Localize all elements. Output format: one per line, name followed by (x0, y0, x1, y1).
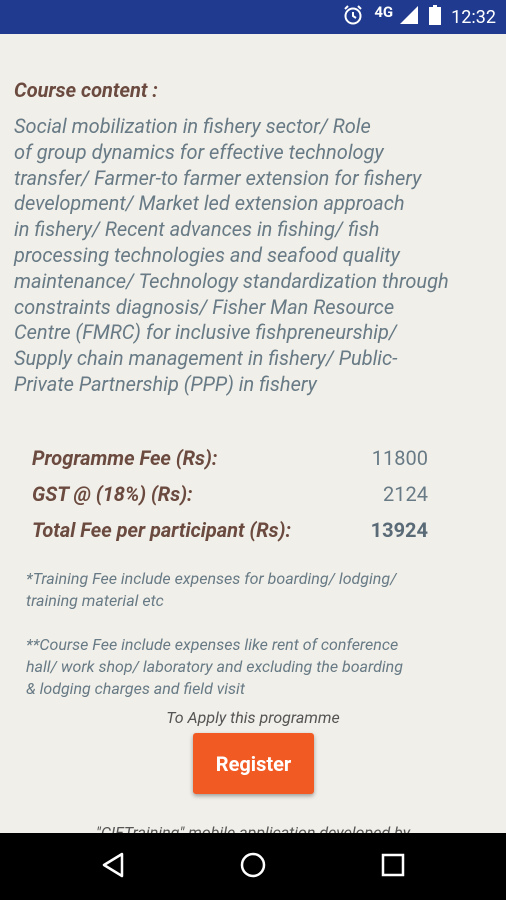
course-line: Centre (FMRC) for inclusive fishpreneurship/ (14, 320, 397, 345)
course-content-heading: Course content : (14, 78, 158, 102)
home-icon (239, 851, 267, 883)
course-line: development/ Market led extension approach (14, 191, 405, 216)
battery-icon (429, 5, 441, 30)
programme-fee-label: Programme Fee (Rs): (32, 446, 218, 470)
total-fee-value: 13924 (370, 518, 428, 542)
course-line: Private Partnership (PPP) in fishery (14, 371, 317, 396)
course-line: in fishery/ Recent advances in fishing/ fish (14, 217, 380, 242)
gst-value: 2124 (383, 482, 428, 506)
note-line: training material etc (26, 591, 164, 610)
recents-button[interactable] (353, 833, 433, 900)
note-line: *Training Fee include expenses for boarding/ lodging/ (26, 569, 397, 588)
note-line: **Course Fee include expenses like rent of conference (26, 635, 399, 654)
total-fee-label: Total Fee per participant (Rs): (32, 518, 292, 542)
status-bar-right (342, 0, 496, 34)
signal-icon (399, 5, 419, 30)
programme-fee-row (32, 446, 428, 470)
note-line: hall/ work shop/ laboratory and excluding the boarding (26, 657, 403, 676)
alarm-icon (342, 4, 364, 31)
back-button[interactable] (73, 833, 153, 900)
course-line: Social mobilization in fishery sector/ Role (14, 114, 371, 138)
recents-icon (381, 853, 405, 881)
course-line: processing technologies and seafood quality (14, 242, 400, 267)
programme-fee-value: 11800 (371, 446, 428, 470)
back-icon (100, 851, 126, 883)
register-button[interactable]: Register (193, 733, 314, 794)
course-line: constraints diagnosis/ Fisher Man Resource (14, 294, 395, 319)
course-line: transfer/ Farmer-to farmer extension for fishery (14, 165, 422, 190)
home-button[interactable] (213, 833, 293, 900)
total-fee-row (32, 518, 428, 542)
navigation-bar (0, 833, 506, 900)
apply-instruction: To Apply this programme (166, 708, 340, 727)
course-line: of group dynamics for effective technology (14, 139, 384, 164)
course-line: maintenance/ Technology standardization through (14, 268, 449, 293)
course-content-text (14, 114, 504, 398)
status-bar (0, 0, 506, 34)
status-time: 12:32 (451, 6, 496, 28)
network-type: 4G (374, 3, 394, 21)
training-fee-note (26, 568, 486, 612)
course-fee-note (26, 634, 486, 700)
course-line: Supply chain management in fishery/ Public- (14, 346, 398, 371)
note-line: & lodging charges and field visit (26, 679, 245, 698)
gst-row (32, 482, 428, 506)
gst-label: GST @ (18%) (Rs): (32, 482, 193, 506)
